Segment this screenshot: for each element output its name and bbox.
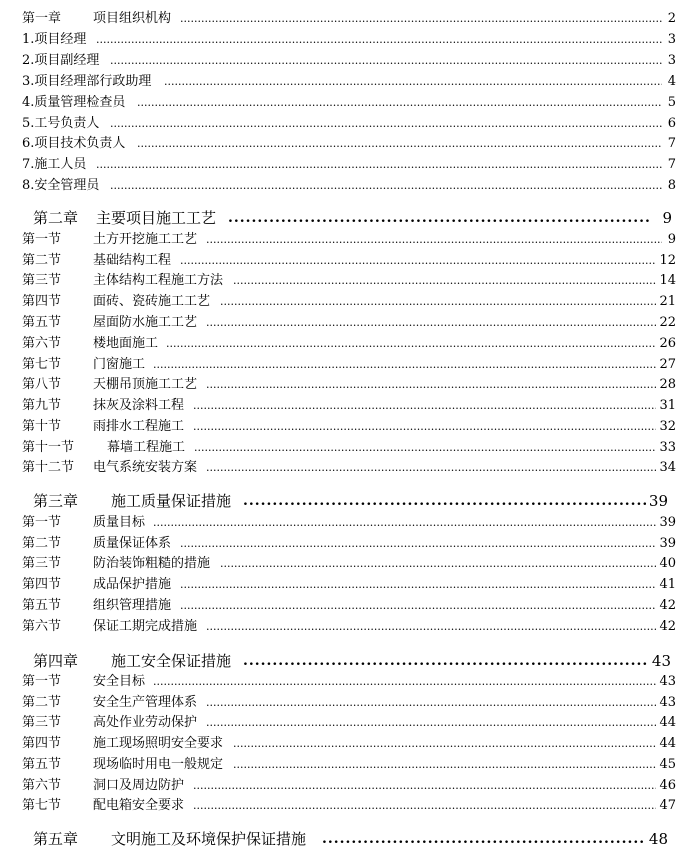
- toc-label: 第四章: [33, 652, 79, 670]
- toc-entry[interactable]: [0, 713, 687, 733]
- toc-label: 第二节: [22, 253, 62, 268]
- toc-page: 14: [659, 273, 676, 288]
- toc-entry[interactable]: [0, 134, 687, 154]
- toc-entry[interactable]: [0, 9, 687, 29]
- toc-title: 1.项目经理: [22, 32, 87, 47]
- toc-label: 第六节: [22, 336, 62, 351]
- toc-leader: [243, 650, 649, 672]
- toc-label: 第七节: [22, 357, 62, 372]
- toc-entry[interactable]: [0, 796, 687, 816]
- toc-leader: [164, 72, 662, 92]
- toc-page: 42: [659, 598, 676, 613]
- toc-page: 45: [659, 757, 676, 772]
- toc-title: 土方开挖施工工艺: [93, 232, 198, 247]
- toc-title: 成品保护措施: [93, 577, 172, 592]
- toc-label: 第七节: [22, 798, 62, 813]
- toc-title: 6.项目技术负责人: [22, 136, 126, 151]
- toc-page: 33: [659, 440, 676, 455]
- toc-page: 7: [667, 157, 676, 172]
- toc-leader: [228, 207, 652, 229]
- toc-entry[interactable]: [0, 438, 687, 458]
- toc-title: 电气系统安装方案: [93, 460, 198, 475]
- toc-chapter[interactable]: [0, 828, 687, 850]
- toc-entry[interactable]: [0, 30, 687, 50]
- toc-entry[interactable]: [0, 554, 687, 574]
- toc-page: 9: [662, 209, 672, 227]
- toc-title: 幕墙工程施工: [107, 440, 186, 455]
- toc-page: 9: [667, 232, 676, 247]
- toc-label: 第五节: [22, 757, 62, 772]
- toc-entry[interactable]: [0, 334, 687, 354]
- toc-leader: [137, 93, 662, 113]
- toc-page: 39: [659, 515, 676, 530]
- toc-label: 第一节: [22, 515, 62, 530]
- toc-leader: [180, 575, 656, 595]
- toc-page: 39: [659, 536, 676, 551]
- toc-page: 22: [659, 315, 676, 330]
- toc-title: 防治装饰粗糙的措施: [93, 556, 211, 571]
- toc-leader: [110, 114, 662, 134]
- toc-entry[interactable]: [0, 93, 687, 113]
- toc-chapter[interactable]: [0, 490, 687, 512]
- toc-page: 8: [667, 178, 676, 193]
- toc-page: 3: [667, 32, 676, 47]
- toc-label: 第二章: [33, 209, 79, 227]
- toc-page: 44: [659, 715, 676, 730]
- toc-title: 质量目标: [93, 515, 146, 530]
- toc-entry[interactable]: [0, 271, 687, 291]
- toc-label: 第五章: [33, 830, 79, 848]
- toc-label: 第四节: [22, 736, 62, 751]
- toc-entry[interactable]: [0, 176, 687, 196]
- toc-title: 楼地面施工: [93, 336, 159, 351]
- toc-label: 第十节: [22, 419, 62, 434]
- toc-entry[interactable]: [0, 672, 687, 692]
- toc-page: 43: [659, 674, 676, 689]
- toc-entry[interactable]: [0, 230, 687, 250]
- toc-title: 主要项目施工工艺: [96, 209, 217, 227]
- toc-page: 4: [667, 74, 676, 89]
- toc-page: 46: [659, 778, 676, 793]
- toc-label: 第五节: [22, 598, 62, 613]
- toc-label: 第二节: [22, 695, 62, 710]
- toc-leader: [180, 251, 656, 271]
- toc-page: 47: [659, 798, 676, 813]
- toc-chapter[interactable]: [0, 207, 687, 229]
- toc-label: 第二节: [22, 536, 62, 551]
- toc-entry[interactable]: [0, 755, 687, 775]
- toc-title: 安全目标: [93, 674, 146, 689]
- toc-label: 第三章: [33, 492, 79, 510]
- toc-title: 质量保证体系: [93, 536, 172, 551]
- toc-page: 41: [659, 577, 676, 592]
- toc-entry[interactable]: [0, 575, 687, 595]
- toc-leader: [110, 51, 662, 71]
- toc-entry[interactable]: [0, 155, 687, 175]
- toc-title: 保证工期完成措施: [93, 619, 198, 634]
- toc-entry[interactable]: [0, 734, 687, 754]
- toc-title: 屋面防水施工工艺: [93, 315, 198, 330]
- toc-entry[interactable]: [0, 596, 687, 616]
- toc-leader: [96, 30, 662, 50]
- toc-leader: [193, 417, 656, 437]
- toc-leader: [233, 734, 656, 754]
- toc-title: 7.施工人员: [22, 157, 87, 172]
- toc-leader: [110, 176, 662, 196]
- toc-title: 2.项目副经理: [22, 53, 100, 68]
- toc-leader: [233, 755, 656, 775]
- toc-leader: [206, 375, 656, 395]
- toc-entry[interactable]: [0, 114, 687, 134]
- toc-entry[interactable]: [0, 513, 687, 533]
- toc-title: 施工质量保证措施: [111, 492, 232, 510]
- toc-leader: [206, 693, 656, 713]
- toc-label: 第六节: [22, 619, 62, 634]
- toc-entry[interactable]: [0, 417, 687, 437]
- toc-title: 5.工号负责人: [22, 116, 100, 131]
- toc-label: 第六节: [22, 778, 62, 793]
- toc-title: 天棚吊顶施工工艺: [93, 377, 198, 392]
- toc-leader: [220, 292, 656, 312]
- toc-leader: [243, 490, 646, 512]
- toc-entry[interactable]: [0, 458, 687, 478]
- toc-leader: [233, 271, 656, 291]
- toc-label: 第五节: [22, 315, 62, 330]
- toc-page: 34: [659, 460, 676, 475]
- toc-label: 第一节: [22, 232, 62, 247]
- toc-page: 28: [659, 377, 676, 392]
- toc-leader: [153, 513, 656, 533]
- toc-leader: [193, 396, 656, 416]
- toc-label: 第三节: [22, 556, 62, 571]
- toc-title: 8.安全管理员: [22, 178, 100, 193]
- toc-page: 43: [659, 695, 676, 710]
- toc-leader: [193, 796, 656, 816]
- toc-title: 组织管理措施: [93, 598, 172, 613]
- toc-leader: [206, 617, 656, 637]
- toc-leader: [96, 155, 662, 175]
- toc-leader: [322, 828, 646, 850]
- toc-entry[interactable]: [0, 617, 687, 637]
- toc-leader: [153, 672, 656, 692]
- toc-leader: [206, 313, 656, 333]
- toc-leader: [166, 334, 656, 354]
- toc-label: 第三节: [22, 273, 62, 288]
- toc-entry[interactable]: [0, 776, 687, 796]
- toc-title: 配电箱安全要求: [93, 798, 185, 813]
- toc-page: 43: [651, 652, 671, 670]
- toc-entry[interactable]: [0, 51, 687, 71]
- toc-page: 26: [659, 336, 676, 351]
- toc-leader: [180, 9, 662, 29]
- toc-page: 44: [659, 736, 676, 751]
- toc-page: 27: [659, 357, 676, 372]
- toc-leader: [193, 776, 656, 796]
- toc-entry[interactable]: [0, 355, 687, 375]
- toc-label: 第一节: [22, 674, 62, 689]
- toc-page: 7: [667, 136, 676, 151]
- toc-entry[interactable]: [0, 396, 687, 416]
- toc-title: 安全生产管理体系: [93, 695, 198, 710]
- toc-leader: [206, 458, 656, 478]
- toc-leader: [220, 554, 656, 574]
- toc-page: 5: [667, 95, 676, 110]
- toc-page: 3: [667, 53, 676, 68]
- toc-title: 主体结构工程施工方法: [93, 273, 224, 288]
- toc-page: 21: [659, 294, 676, 309]
- toc-title: 文明施工及环境保护保证措施: [111, 830, 307, 848]
- toc-entry[interactable]: [0, 292, 687, 312]
- toc-page: 42: [659, 619, 676, 634]
- toc-leader: [137, 134, 662, 154]
- toc-label: 第四节: [22, 294, 62, 309]
- toc-leader: [194, 438, 656, 458]
- toc-page: 40: [659, 556, 676, 571]
- toc-page: 12: [659, 253, 676, 268]
- toc-label: 第一章: [22, 11, 62, 26]
- toc-entry[interactable]: [0, 375, 687, 395]
- toc-leader: [206, 230, 662, 250]
- toc-title: 现场临时用电一般规定: [93, 757, 224, 772]
- toc-label: 第三节: [22, 715, 62, 730]
- toc-entry[interactable]: [0, 251, 687, 271]
- toc-leader: [206, 713, 656, 733]
- toc-title: 洞口及周边防护: [93, 778, 185, 793]
- toc-page: 39: [648, 492, 668, 510]
- toc-title: 项目组织机构: [93, 11, 172, 26]
- toc-leader: [180, 534, 656, 554]
- toc-title: 基础结构工程: [93, 253, 172, 268]
- toc-page: 6: [667, 116, 676, 131]
- toc-page: 48: [648, 830, 668, 848]
- toc-title: 面砖、瓷砖施工工艺: [93, 294, 211, 309]
- toc-title: 抹灰及涂料工程: [93, 398, 185, 413]
- toc-label: 第九节: [22, 398, 62, 413]
- toc-leader: [153, 355, 656, 375]
- toc-entry[interactable]: [0, 693, 687, 713]
- toc-title: 4.质量管理检查员: [22, 95, 126, 110]
- toc-chapter[interactable]: [0, 650, 687, 672]
- toc-entry[interactable]: [0, 534, 687, 554]
- toc-leader: [180, 596, 656, 616]
- toc-label: 第八节: [22, 377, 62, 392]
- toc-label: 第四节: [22, 577, 62, 592]
- toc-title: 门窗施工: [93, 357, 146, 372]
- toc-title: 雨排水工程施工: [93, 419, 185, 434]
- toc-entry[interactable]: [0, 72, 687, 92]
- toc-label: 第十二节: [22, 460, 75, 475]
- toc-entry[interactable]: [0, 313, 687, 333]
- toc-title: 施工安全保证措施: [111, 652, 232, 670]
- toc-page: 32: [659, 419, 676, 434]
- toc-title: 施工现场照明安全要求: [93, 736, 224, 751]
- toc-page: 2: [667, 11, 676, 26]
- toc-page: 31: [659, 398, 676, 413]
- toc-label: 第十一节: [22, 440, 75, 455]
- toc-title: 3.项目经理部行政助理: [22, 74, 152, 89]
- toc-title: 高处作业劳动保护: [93, 715, 198, 730]
